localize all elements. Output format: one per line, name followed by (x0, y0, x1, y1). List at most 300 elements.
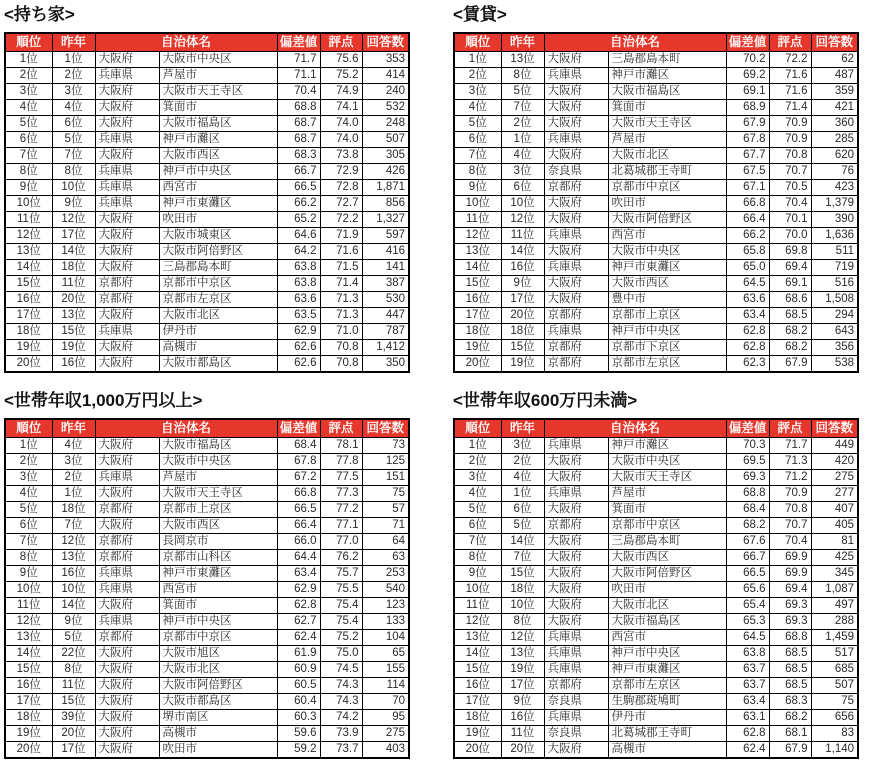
cell-last-year: 8位 (501, 68, 544, 84)
cell-responses: 1,508 (811, 292, 858, 308)
cell-responses: 123 (362, 598, 409, 614)
cell-prefecture: 京都府 (95, 534, 159, 550)
table-section-income-under-6m (453, 390, 863, 759)
cell-deviation: 63.8 (277, 276, 320, 292)
cell-deviation: 66.4 (277, 518, 320, 534)
cell-rank: 20位 (454, 356, 501, 373)
cell-rank: 5位 (5, 116, 52, 132)
tables-grid (4, 4, 870, 759)
cell-rank: 1位 (454, 438, 501, 454)
table-row (5, 180, 409, 196)
table-section-income-over-10m (4, 390, 414, 759)
cell-responses: 511 (811, 244, 858, 260)
cell-municipality: 大阪市福島区 (608, 614, 726, 630)
cell-last-year: 6位 (501, 502, 544, 518)
cell-municipality: 箕面市 (608, 502, 726, 518)
cell-last-year: 20位 (52, 726, 95, 742)
cell-score: 74.0 (320, 116, 362, 132)
cell-rank: 1位 (454, 52, 501, 68)
cell-responses: 345 (811, 566, 858, 582)
cell-deviation: 68.8 (277, 100, 320, 116)
cell-municipality: 神戸市中央区 (159, 614, 277, 630)
cell-last-year: 11位 (52, 678, 95, 694)
table-row (5, 646, 409, 662)
cell-last-year: 9位 (52, 614, 95, 630)
cell-municipality: 堺市南区 (159, 710, 277, 726)
cell-prefecture: 大阪府 (95, 356, 159, 373)
cell-prefecture: 大阪府 (95, 148, 159, 164)
cell-municipality: 大阪市中央区 (159, 52, 277, 68)
cell-prefecture: 大阪府 (95, 646, 159, 662)
cell-last-year: 9位 (501, 694, 544, 710)
cell-score: 77.8 (320, 454, 362, 470)
cell-rank: 14位 (5, 260, 52, 276)
cell-last-year: 9位 (501, 276, 544, 292)
table-row (454, 582, 858, 598)
cell-responses: 359 (811, 84, 858, 100)
cell-rank: 10位 (5, 196, 52, 212)
table-row (454, 324, 858, 340)
cell-municipality: 吹田市 (608, 582, 726, 598)
cell-prefecture: 大阪府 (95, 438, 159, 454)
cell-prefecture: 兵庫県 (95, 470, 159, 486)
cell-prefecture: 兵庫県 (544, 630, 608, 646)
cell-responses: 70 (362, 694, 409, 710)
cell-responses: 421 (811, 100, 858, 116)
table-row (5, 324, 409, 340)
cell-rank: 13位 (454, 630, 501, 646)
cell-prefecture: 大阪府 (544, 502, 608, 518)
cell-prefecture: 兵庫県 (544, 324, 608, 340)
cell-last-year: 11位 (501, 726, 544, 742)
cell-rank: 9位 (5, 566, 52, 582)
table-row (5, 100, 409, 116)
cell-deviation: 69.2 (726, 68, 769, 84)
cell-responses: 620 (811, 148, 858, 164)
cell-prefecture: 兵庫県 (544, 438, 608, 454)
cell-score: 71.7 (769, 438, 811, 454)
table-row (454, 486, 858, 502)
cell-municipality: 芦屋市 (608, 132, 726, 148)
table-row (454, 646, 858, 662)
cell-municipality: 大阪市西区 (159, 518, 277, 534)
cell-rank: 12位 (5, 614, 52, 630)
cell-deviation: 63.6 (277, 292, 320, 308)
cell-municipality: 京都市左京区 (608, 356, 726, 373)
cell-prefecture: 大阪府 (95, 308, 159, 324)
cell-municipality: 西宮市 (608, 228, 726, 244)
table-row (454, 292, 858, 308)
cell-rank: 12位 (5, 228, 52, 244)
cell-last-year: 17位 (52, 228, 95, 244)
ranking-table-income-under-6m (453, 418, 859, 759)
cell-responses: 155 (362, 662, 409, 678)
cell-rank: 3位 (5, 84, 52, 100)
cell-responses: 83 (811, 726, 858, 742)
cell-rank: 14位 (454, 260, 501, 276)
cell-rank: 17位 (5, 308, 52, 324)
table-row (454, 614, 858, 630)
cell-prefecture: 大阪府 (95, 742, 159, 759)
cell-rank: 4位 (5, 486, 52, 502)
cell-municipality: 大阪市福島区 (159, 116, 277, 132)
cell-prefecture: 京都府 (544, 180, 608, 196)
cell-rank: 2位 (454, 68, 501, 84)
cell-deviation: 59.2 (277, 742, 320, 759)
cell-responses: 133 (362, 614, 409, 630)
cell-prefecture: 大阪府 (95, 212, 159, 228)
cell-prefecture: 京都府 (95, 276, 159, 292)
cell-prefecture: 兵庫県 (95, 180, 159, 196)
cell-prefecture: 大阪府 (544, 100, 608, 116)
cell-rank: 11位 (454, 212, 501, 228)
cell-rank: 8位 (454, 164, 501, 180)
cell-deviation: 65.2 (277, 212, 320, 228)
cell-score: 74.3 (320, 694, 362, 710)
cell-rank: 9位 (5, 180, 52, 196)
table-row (5, 454, 409, 470)
table-row (5, 196, 409, 212)
cell-last-year: 15位 (501, 566, 544, 582)
cell-last-year: 6位 (501, 180, 544, 196)
cell-last-year: 17位 (501, 292, 544, 308)
cell-rank: 6位 (5, 132, 52, 148)
cell-deviation: 63.8 (726, 646, 769, 662)
cell-responses: 73 (362, 438, 409, 454)
cell-municipality: 大阪市福島区 (159, 438, 277, 454)
cell-score: 69.9 (769, 550, 811, 566)
table-row (5, 630, 409, 646)
cell-score: 70.9 (769, 132, 811, 148)
cell-responses: 356 (811, 340, 858, 356)
cell-municipality: 大阪市都島区 (159, 694, 277, 710)
cell-score: 70.8 (320, 356, 362, 373)
cell-prefecture: 大阪府 (95, 518, 159, 534)
cell-deviation: 62.4 (277, 630, 320, 646)
cell-prefecture: 京都府 (95, 550, 159, 566)
cell-deviation: 63.8 (277, 260, 320, 276)
cell-prefecture: 京都府 (95, 292, 159, 308)
cell-prefecture: 大阪府 (95, 260, 159, 276)
cell-score: 68.8 (769, 630, 811, 646)
cell-responses: 1,412 (362, 340, 409, 356)
cell-last-year: 3位 (501, 438, 544, 454)
table-header (454, 33, 858, 52)
cell-deviation: 63.6 (726, 292, 769, 308)
cell-municipality: 神戸市東灘区 (608, 662, 726, 678)
table-row (454, 662, 858, 678)
cell-rank: 15位 (5, 276, 52, 292)
cell-prefecture: 大阪府 (95, 340, 159, 356)
cell-prefecture: 兵庫県 (544, 228, 608, 244)
cell-responses: 530 (362, 292, 409, 308)
cell-prefecture: 大阪府 (544, 550, 608, 566)
cell-deviation: 66.8 (726, 196, 769, 212)
cell-rank: 1位 (5, 52, 52, 68)
table-row (454, 180, 858, 196)
cell-score: 77.3 (320, 486, 362, 502)
cell-deviation: 66.0 (277, 534, 320, 550)
cell-score: 77.0 (320, 534, 362, 550)
cell-municipality: 三島郡島本町 (608, 52, 726, 68)
cell-deviation: 66.2 (726, 228, 769, 244)
cell-prefecture: 大阪府 (95, 678, 159, 694)
cell-last-year: 12位 (52, 534, 95, 550)
cell-score: 67.9 (769, 356, 811, 373)
cell-score: 72.9 (320, 164, 362, 180)
cell-deviation: 67.6 (726, 534, 769, 550)
cell-responses: 360 (811, 116, 858, 132)
cell-rank: 10位 (454, 196, 501, 212)
cell-prefecture: 大阪府 (544, 276, 608, 292)
cell-prefecture: 大阪府 (544, 742, 608, 759)
cell-score: 69.3 (769, 614, 811, 630)
cell-last-year: 19位 (52, 340, 95, 356)
cell-last-year: 14位 (52, 598, 95, 614)
table-header (454, 419, 858, 438)
cell-score: 72.7 (320, 196, 362, 212)
cell-deviation: 67.8 (277, 454, 320, 470)
table-body (454, 438, 858, 759)
table-row (5, 726, 409, 742)
cell-deviation: 68.8 (726, 486, 769, 502)
cell-rank: 11位 (454, 598, 501, 614)
cell-prefecture: 兵庫県 (544, 132, 608, 148)
cell-score: 74.3 (320, 678, 362, 694)
cell-deviation: 66.5 (277, 502, 320, 518)
table-row (5, 292, 409, 308)
cell-responses: 275 (811, 470, 858, 486)
cell-municipality: 京都市左京区 (608, 678, 726, 694)
table-row (5, 52, 409, 68)
table-row (454, 148, 858, 164)
table-row (5, 550, 409, 566)
cell-last-year: 19位 (501, 356, 544, 373)
column-header-deviation: 偏差値 (726, 33, 769, 52)
cell-last-year: 15位 (501, 340, 544, 356)
cell-score: 71.6 (769, 68, 811, 84)
table-section-owned-home (4, 4, 414, 373)
cell-last-year: 1位 (52, 52, 95, 68)
cell-municipality: 伊丹市 (159, 324, 277, 340)
cell-responses: 1,459 (811, 630, 858, 646)
cell-deviation: 70.2 (726, 52, 769, 68)
cell-responses: 62 (811, 52, 858, 68)
cell-deviation: 67.7 (726, 148, 769, 164)
cell-municipality: 豊中市 (608, 292, 726, 308)
cell-responses: 597 (362, 228, 409, 244)
cell-municipality: 吹田市 (608, 196, 726, 212)
cell-deviation: 63.7 (726, 678, 769, 694)
cell-last-year: 12位 (52, 212, 95, 228)
cell-rank: 15位 (454, 662, 501, 678)
column-header-rank: 順位 (5, 33, 52, 52)
cell-rank: 6位 (454, 132, 501, 148)
cell-score: 70.1 (769, 212, 811, 228)
cell-prefecture: 大阪府 (544, 116, 608, 132)
table-row (454, 244, 858, 260)
cell-deviation: 66.4 (726, 212, 769, 228)
cell-last-year: 7位 (52, 518, 95, 534)
cell-prefecture: 兵庫県 (544, 710, 608, 726)
cell-deviation: 59.6 (277, 726, 320, 742)
table-row (454, 742, 858, 759)
cell-score: 70.9 (769, 486, 811, 502)
cell-municipality: 三島郡島本町 (608, 534, 726, 550)
cell-municipality: 神戸市灘区 (159, 132, 277, 148)
cell-responses: 497 (811, 598, 858, 614)
cell-score: 70.9 (769, 116, 811, 132)
cell-prefecture: 京都府 (95, 502, 159, 518)
cell-responses: 75 (811, 694, 858, 710)
cell-responses: 1,379 (811, 196, 858, 212)
cell-responses: 685 (811, 662, 858, 678)
cell-deviation: 71.7 (277, 52, 320, 68)
cell-municipality: 京都市左京区 (159, 292, 277, 308)
column-header-municipality: 自治体名 (95, 419, 277, 438)
column-header-municipality: 自治体名 (95, 33, 277, 52)
cell-score: 71.6 (769, 84, 811, 100)
cell-prefecture: 大阪府 (95, 52, 159, 68)
cell-prefecture: 大阪府 (95, 100, 159, 116)
cell-rank: 9位 (454, 180, 501, 196)
cell-score: 75.6 (320, 52, 362, 68)
cell-prefecture: 大阪府 (544, 598, 608, 614)
cell-rank: 17位 (5, 694, 52, 710)
cell-rank: 12位 (454, 614, 501, 630)
cell-deviation: 64.6 (277, 228, 320, 244)
cell-deviation: 69.1 (726, 84, 769, 100)
cell-deviation: 60.5 (277, 678, 320, 694)
cell-rank: 14位 (454, 646, 501, 662)
cell-responses: 64 (362, 534, 409, 550)
cell-last-year: 4位 (52, 100, 95, 116)
cell-municipality: 大阪市福島区 (608, 84, 726, 100)
cell-municipality: 神戸市灘区 (608, 68, 726, 84)
cell-prefecture: 京都府 (544, 356, 608, 373)
cell-rank: 8位 (454, 550, 501, 566)
cell-rank: 18位 (5, 710, 52, 726)
cell-responses: 447 (362, 308, 409, 324)
table-row (5, 356, 409, 373)
cell-score: 72.2 (769, 52, 811, 68)
cell-last-year: 13位 (52, 550, 95, 566)
cell-municipality: 芦屋市 (159, 470, 277, 486)
cell-deviation: 63.5 (277, 308, 320, 324)
cell-rank: 8位 (5, 164, 52, 180)
cell-municipality: 高槻市 (159, 726, 277, 742)
cell-deviation: 66.7 (277, 164, 320, 180)
cell-municipality: 大阪市阿倍野区 (159, 244, 277, 260)
cell-rank: 7位 (5, 534, 52, 550)
cell-last-year: 5位 (52, 132, 95, 148)
cell-municipality: 大阪市阿倍野区 (608, 212, 726, 228)
cell-last-year: 7位 (52, 148, 95, 164)
cell-prefecture: 京都府 (95, 630, 159, 646)
header-row (5, 33, 409, 52)
column-header-deviation: 偏差値 (277, 419, 320, 438)
cell-score: 69.8 (769, 244, 811, 260)
cell-rank: 6位 (5, 518, 52, 534)
cell-deviation: 66.8 (277, 486, 320, 502)
cell-rank: 12位 (454, 228, 501, 244)
cell-municipality: 西宮市 (159, 582, 277, 598)
cell-deviation: 67.8 (726, 132, 769, 148)
cell-deviation: 67.5 (726, 164, 769, 180)
cell-deviation: 62.8 (277, 598, 320, 614)
column-header-municipality: 自治体名 (544, 33, 726, 52)
cell-deviation: 65.8 (726, 244, 769, 260)
cell-rank: 16位 (5, 678, 52, 694)
cell-score: 75.5 (320, 582, 362, 598)
cell-municipality: 三島郡島本町 (159, 260, 277, 276)
cell-deviation: 64.2 (277, 244, 320, 260)
cell-last-year: 13位 (501, 646, 544, 662)
cell-municipality: 大阪市阿倍野区 (159, 678, 277, 694)
cell-deviation: 69.3 (726, 470, 769, 486)
cell-municipality: 北葛城郡王寺町 (608, 726, 726, 742)
cell-score: 69.4 (769, 582, 811, 598)
ranking-table-owned-home (4, 32, 410, 373)
table-row (454, 276, 858, 292)
cell-municipality: 長岡京市 (159, 534, 277, 550)
cell-score: 69.1 (769, 276, 811, 292)
cell-responses: 114 (362, 678, 409, 694)
cell-rank: 7位 (5, 148, 52, 164)
cell-responses: 81 (811, 534, 858, 550)
cell-responses: 353 (362, 52, 409, 68)
table-body (454, 52, 858, 373)
cell-last-year: 2位 (501, 116, 544, 132)
cell-responses: 516 (811, 276, 858, 292)
cell-deviation: 66.5 (277, 180, 320, 196)
cell-municipality: 芦屋市 (159, 68, 277, 84)
cell-score: 70.8 (769, 502, 811, 518)
cell-prefecture: 大阪府 (95, 84, 159, 100)
cell-responses: 532 (362, 100, 409, 116)
cell-last-year: 13位 (501, 52, 544, 68)
cell-score: 72.8 (320, 180, 362, 196)
cell-municipality: 京都市山科区 (159, 550, 277, 566)
cell-responses: 277 (811, 486, 858, 502)
cell-municipality: 吹田市 (159, 742, 277, 759)
table-row (5, 212, 409, 228)
cell-prefecture: 兵庫県 (95, 196, 159, 212)
table-row (5, 566, 409, 582)
cell-score: 68.3 (769, 694, 811, 710)
table-body (5, 438, 409, 759)
table-row (5, 614, 409, 630)
cell-responses: 507 (811, 678, 858, 694)
cell-rank: 3位 (5, 470, 52, 486)
cell-rank: 4位 (454, 486, 501, 502)
cell-score: 78.1 (320, 438, 362, 454)
cell-prefecture: 兵庫県 (95, 132, 159, 148)
cell-municipality: 高槻市 (159, 340, 277, 356)
cell-score: 74.0 (320, 132, 362, 148)
cell-last-year: 18位 (501, 582, 544, 598)
cell-last-year: 2位 (52, 68, 95, 84)
cell-score: 71.9 (320, 228, 362, 244)
cell-deviation: 65.6 (726, 582, 769, 598)
cell-prefecture: 大阪府 (544, 614, 608, 630)
column-header-score: 評点 (320, 33, 362, 52)
cell-last-year: 10位 (501, 598, 544, 614)
cell-municipality: 西宮市 (159, 180, 277, 196)
cell-rank: 13位 (454, 244, 501, 260)
cell-rank: 10位 (5, 582, 52, 598)
cell-prefecture: 大阪府 (544, 534, 608, 550)
